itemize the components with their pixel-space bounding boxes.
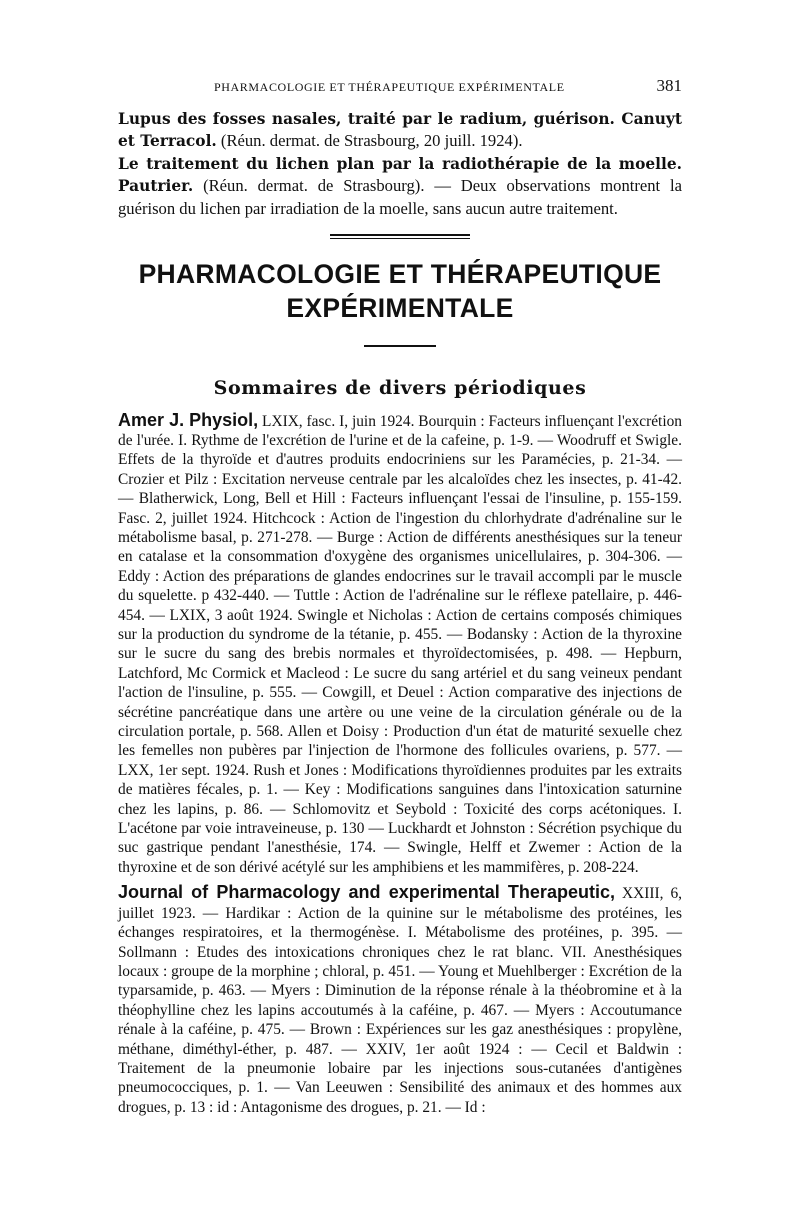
journal-entry-text: XXIII, 6, juillet 1923. — Hardikar : Action de la quinine sur le métabolisme des protéines, les échanges respiratoires, et la thermogénèse. I. Métabolisme des protéines, p. 395. — Sollmann : Etudes des intoxications chroniques chez le rat blanc. VII. Anesthésiques locaux : groupe de la morphine ; chloral, p. 451. — Young et Muehlberger : Excrétion de la typarsamide, p. 463. — Myers : Diminution de la réponse rénale à la théobromine et à la théophylline chez les lapins accoutumés à la caféine, p. 467. — Myers : Accoutumance rénale à la caféine, p. 475. — Brown : Expériences sur les gaz anesthésiques : propylène, méthane, diméthyl-éther, p. 487. — XXIV, 1er août 1924 : — Cecil et Baldwin : Traitement de la pneumonie lobaire par les injections sous-cutanées d'antigènes pneumococciques, p. 1. — Van Leeuwen : Sensibilité des animaux et des hommes aux drogues, p. 13 : id : Antagonisme des drogues, p. 21. — Id :: [118, 885, 682, 1116]
running-title: PHARMACOLOGIE ET THÉRAPEUTIQUE EXPÉRIMENTALE: [214, 80, 565, 94]
section-divider: [330, 234, 470, 239]
title-underline: [364, 345, 436, 347]
section-title-line: PHARMACOLOGIE ET THÉRAPEUTIQUE: [138, 259, 662, 290]
section-title: [118, 257, 682, 325]
divider-line: [330, 238, 470, 240]
section-title-line: EXPÉRIMENTALE: [286, 293, 514, 324]
journal-name: Amer J. Physiol,: [118, 409, 259, 430]
intro-section: [118, 108, 682, 220]
abstract-text: (Réun. dermat. de Strasbourg). — Deux observations montrent la guérison du lichen par irradiation de la moelle, sans aucun autre traitement.: [118, 176, 682, 218]
abstract-title: Lupus des fosses nasales, traité par le radium, guérison. Canuyt et Terracol.: [118, 110, 682, 151]
subsection-title: Sommaires de divers périodiques: [213, 376, 587, 399]
journal-name: Journal of Pharmacology and experimental Therapeutic,: [118, 882, 615, 903]
divider-line: [330, 234, 470, 236]
abstract-paragraph: [118, 153, 682, 220]
abstract-text: (Réun. dermat. de Strasbourg, 20 juill. 1924).: [216, 131, 523, 151]
journal-entry: [118, 883, 682, 1117]
running-header: [118, 76, 682, 102]
abstract-paragraph: [118, 108, 682, 153]
page-number: 381: [656, 76, 682, 95]
journal-entry-text: LXIX, fasc. I, juin 1924. Bourquin : Facteurs influençant l'excrétion de l'urée. I. Rythme de l'excrétion de l'urine et de la cafeine, p. 1-9. — Woodruff et Swigle. Effets de la thyroïde et d'autres produits endocriniens sur les Paramécies, p. 21-34. — Crozier et Pilz : Excitation nerveuse centrale par les alcaloïdes chez les insectes, p. 41-42. — Blatherwick, Long, Bell et Hill : Facteurs influençant l'essai de l'insuline, p. 155-159. Fasc. 2, juillet 1924. Hitchcock : Action de l'ingestion du chlorhydrate d'adrénaline sur le métabolisme basal, p. 271-278. — Burge : Action de différents anesthésiques sur la teneur en catalase et la consommation d'oxygène des organismes unicellulaires, p. 304-306. — Eddy : Action des préparations de glandes endocrines sur le travail accompli par le muscle du squelette. p 432-440. — Tuttle : Action de l'adrénaline sur le réflexe patellaire, p. 446-454. — LXIX, 3 août 1924. Swingle et Nicholas : Action de certains composés chimiques sur la production du syndrome de la tétanie, p. 455. — Bodansky : Action de la thyroxine sur le sucre du sang des brebis normales et thyroïdectomisées, p. 498. — Hepburn, Latchford, Mc Cormick et Macleod : Le sucre du sang artériel et du sang veineux pendant l'action de l'insuline, p. 555. — Cowgill, et Deuel : Action comparative des injections de sécrétine pancréatique dans une artère ou une veine de la circulation générale ou de la circulation portale, p. 568. Allen et Doisy : Production d'un état de maturité sexuelle chez les femelles non pubères par l'injection de l'hormone des follicules ovariens, p. 577. — LXX, 1er sept. 1924. Rush et Jones : Modifications thyroïdiennes produites par les extraits de matières fécales, p. 1. — Key : Modifications sanguines dans l'intoxication saturnine chez les lapins, p. 86. — Schlomovitz et Seybold : Toxicité des corps acétoniques. I. L'acétone par voie intraveineuse, p. 130 — Luckhardt et Johnston : Sécrétion psychique du suc gastrique pendant l'anesthésie, 174. — Swingle, Helff et Zwemer : Action de la thyroxine et de son dérivé acétylé sur les amphibiens et les mammifères, p. 208-224.: [118, 412, 682, 876]
journal-entry: [118, 411, 682, 878]
abstract-title: Le traitement du lichen plan par la radiothérapie de la moelle. Pautrier.: [118, 154, 682, 196]
